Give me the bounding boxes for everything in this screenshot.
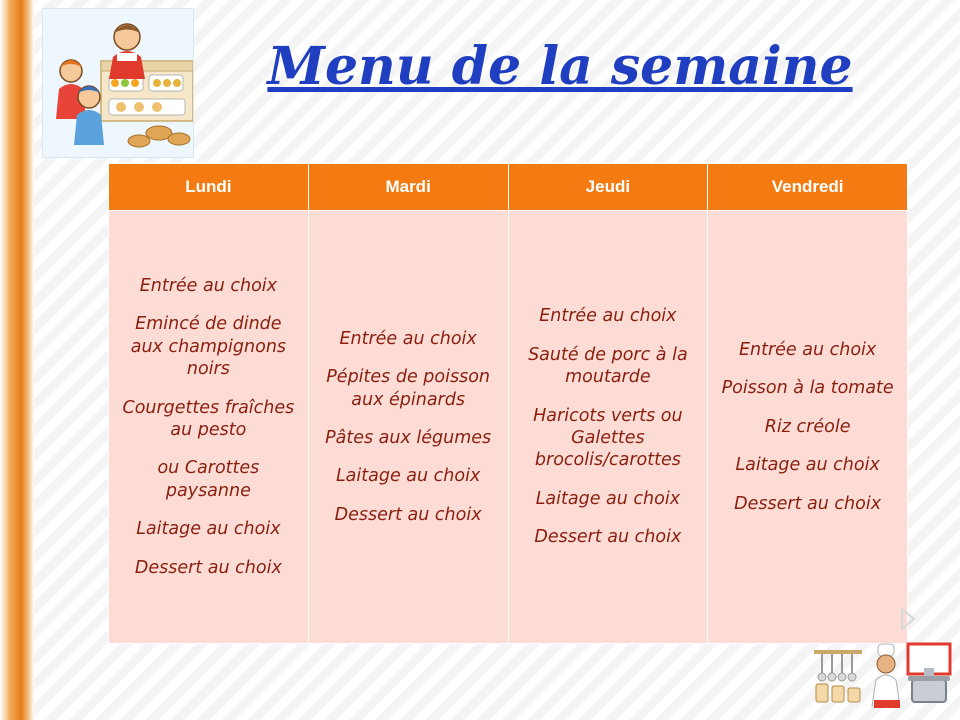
menu-line: Emincé de dinde aux champignons noirs: [130, 314, 287, 380]
menu-line: Entrée au choix: [738, 340, 877, 361]
left-decorative-bar-inner: [0, 0, 10, 720]
menu-line: ou Carottes paysanne: [157, 458, 260, 501]
menu-lines-mardi: [317, 328, 500, 526]
menu-line: Poisson à la tomate: [721, 378, 894, 399]
menu-cell-vendredi: [708, 211, 908, 644]
menu-line: Laitage au choix: [735, 455, 880, 476]
menu-lines-vendredi: [716, 339, 899, 515]
menu-line: Dessert au choix: [134, 557, 282, 578]
menu-line: Riz créole: [764, 416, 851, 437]
table-header-row: [109, 164, 908, 211]
column-header-jeudi: Jeudi: [508, 164, 708, 211]
column-header-lundi: Lundi: [109, 164, 309, 211]
menu-line: Pépites de poisson aux épinards: [326, 367, 490, 410]
cook-illustration-icon: [812, 640, 952, 716]
menu-cell-lundi: [109, 211, 309, 644]
column-header-vendredi: Vendredi: [708, 164, 908, 211]
menu-line: Entrée au choix: [139, 276, 278, 297]
menu-line: Entrée au choix: [339, 328, 477, 349]
menu-line: Laitage au choix: [535, 488, 681, 509]
canteen-clipart-image: [42, 8, 194, 158]
arrow-decoration: [896, 606, 922, 632]
menu-line: Dessert au choix: [734, 493, 882, 514]
left-decorative-bar: [0, 0, 34, 720]
chevron-right-icon: [896, 606, 922, 632]
cook-clipart-image: [812, 640, 952, 716]
menu-line: Pâtes aux légumes: [325, 428, 492, 448]
menu-line: Haricots verts ou Galettes brocolis/carottes: [533, 405, 683, 471]
canteen-illustration-icon: [43, 9, 193, 157]
menu-lines-jeudi: [517, 305, 700, 548]
menu-line: Entrée au choix: [539, 306, 677, 327]
page-title: Menu de la semaine: [267, 36, 853, 97]
menu-line: Sauté de porc à la moutarde: [528, 344, 688, 388]
menu-line: Dessert au choix: [334, 504, 482, 525]
menu-cell-jeudi: [508, 211, 708, 644]
menu-cell-mardi: [308, 211, 508, 644]
menu-line: Courgettes fraîches au pesto: [122, 397, 295, 440]
column-header-mardi: Mardi: [308, 164, 508, 211]
weekly-menu-table: [108, 163, 908, 644]
menu-line: Dessert au choix: [534, 527, 682, 548]
menu-lines-lundi: [117, 275, 300, 579]
menu-line: Laitage au choix: [136, 519, 281, 540]
table-row: [109, 211, 908, 644]
menu-line: Laitage au choix: [335, 466, 481, 487]
